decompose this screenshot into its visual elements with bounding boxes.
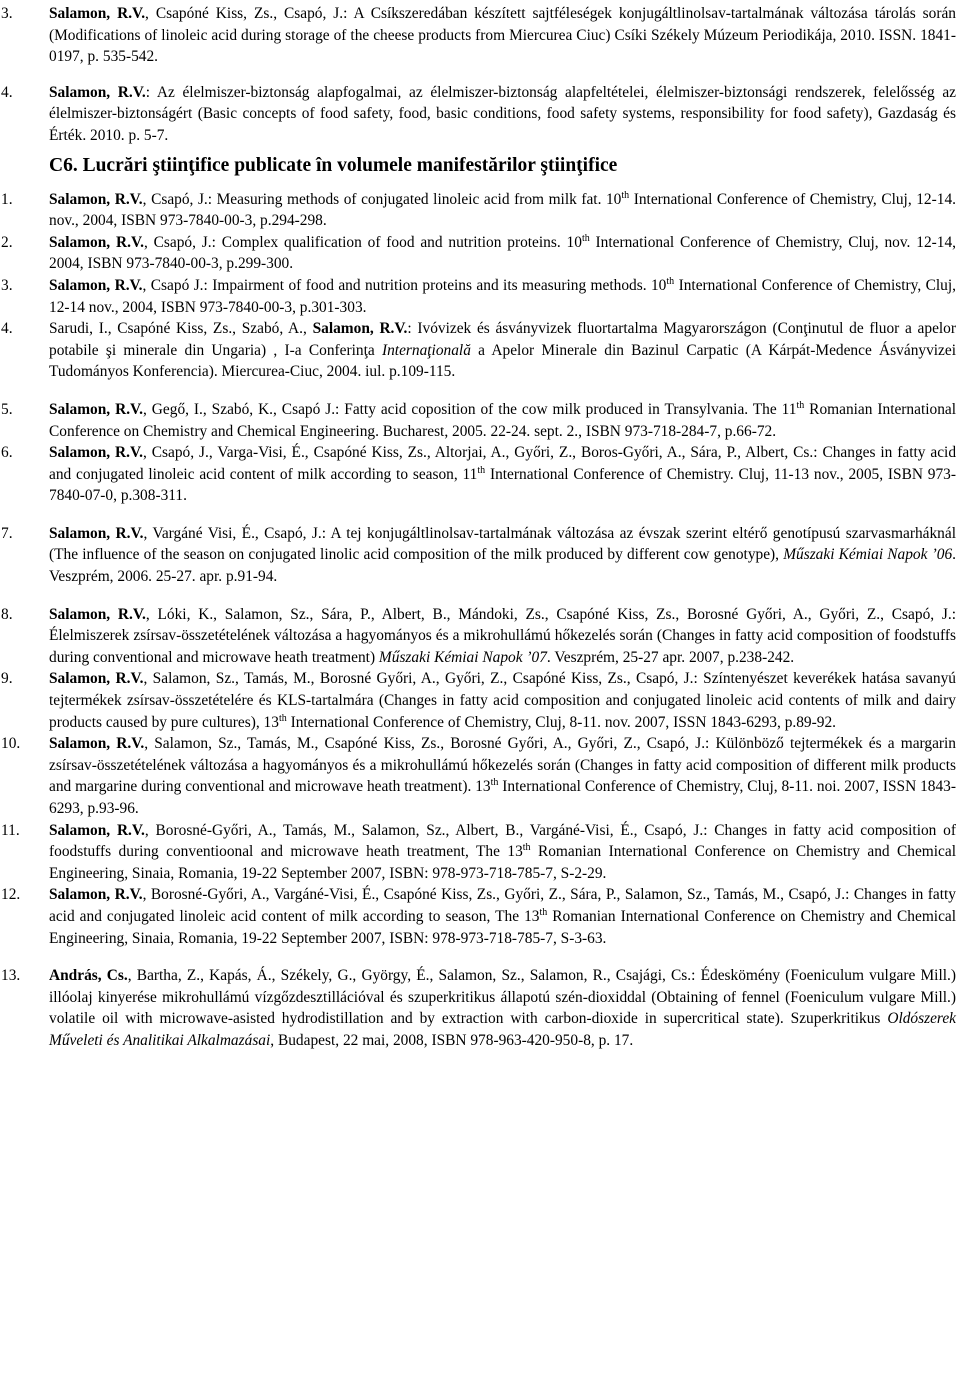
citation-text: International Conference of Chemistry, Cluj, 12-14. nov., 2004, ISBN 973-7840-00-3, p.294-298. (49, 190, 956, 230)
ordinal-superscript: th (522, 842, 531, 854)
citation-text: : Az élelmiszer-biztonság alapfogalmai, az élelmiszer-biztonság alapfeltételei, élelmiszer-biztonsági rendszerek, felelősség az élelmiszer-biztonságért (Basic concepts of food safety, food, basic conditions, food safety systems, responsibility for food safety), Gazdaság és Érték. 2010. p. 5-7. (49, 83, 957, 144)
entry-citation (49, 965, 956, 1051)
italic-title: Műszaki Kémiai Napok ’06 (783, 546, 953, 564)
publication-entry (1, 82, 956, 147)
entry-citation (49, 820, 956, 885)
citation-text: , Salamon, Sz., Tamás, M., Borosné Győri, A., Győri, Z., Csapóné Kiss, Zs., Csapó, J.: Színtenyészet keverékek hatása savanyú tejtermékek zsírsav-összetételére és KLS-tartalmára (Changes in fatty acid composition and conjugated linoleic acid contents of milk and dairy products caused by pure cultures), 13 (49, 670, 957, 731)
author-highlight: Salamon, R.V. (49, 83, 146, 101)
author-highlight: Salamon, R.V. (49, 605, 146, 623)
ordinal-superscript: th (581, 232, 590, 244)
author-highlight: Salamon, R.V. (49, 444, 144, 462)
italic-title: Műszaki Kémiai Napok ’07 (378, 648, 547, 666)
publication-entry (1, 884, 956, 949)
author-highlight: Salamon, R.V. (312, 320, 408, 338)
publication-list-conference-volumes (1, 189, 956, 1052)
author-highlight: Salamon, R.V. (49, 5, 146, 22)
author-highlight: Salamon, R.V. (49, 821, 145, 839)
citation-text: , Csapó, J.: Complex qualification of food and nutrition proteins. 10 (143, 233, 582, 251)
author-highlight: Salamon, R.V. (49, 886, 143, 904)
citation-text: International Conference of Chemistry, Cluj, 12-14 nov., 2004, ISBN 973-7840-00-3, p.301-303. (49, 276, 957, 316)
citation-text: International Conference of Chemistry, Cluj, nov. 12-14, 2004, ISBN 973-7840-00-3, p.299-300. (49, 233, 957, 273)
italic-title: Internaţională (381, 341, 471, 359)
entry-citation (49, 399, 956, 442)
author-highlight: Salamon, R.V. (49, 400, 144, 418)
citation-text: . Veszprém, 2006. 25-27. apr. p.91-94. (49, 546, 957, 586)
entry-citation (49, 668, 956, 733)
entry-citation (49, 884, 956, 949)
entry-citation (49, 318, 956, 383)
entry-number: 13. (1, 967, 21, 985)
entry-number: 1. (1, 190, 13, 208)
entry-citation (49, 3, 956, 68)
entry-number: 5. (1, 400, 13, 418)
publication-entry (1, 965, 956, 1051)
publication-entry (1, 668, 956, 733)
author-highlight: Salamon, R.V. (49, 735, 145, 753)
entry-number: 12. (1, 886, 21, 904)
spacer (1, 68, 956, 82)
citation-text: , Vargáné Visi, É., Csapó, J.: A tej konjugáltlinolsav-tartalmának változása az évszak szerint eltérő genotípusú szarvasmarháknál (The influence of the season on conjugated linolic acid composition of the milk produced by different cow genotype), (49, 524, 956, 564)
ordinal-superscript: th (666, 275, 675, 287)
section-heading: C6. Lucrări ştiinţifice publicate în volumele manifestărilor ştiinţifice (49, 154, 618, 176)
entry-number: 3. (1, 5, 13, 22)
entry-citation (49, 275, 956, 318)
citation-text: Romanian International Conference on Chemistry and Chemical Engineering, Sinaia, Romania, 19-22 September 2007, ISBN: 978-973-718-785-7, S-2-29. (49, 843, 956, 882)
citation-text: International Conference of Chemistry, Cluj, 8-11. noi. 2007, ISSN 1843-6293, p.93-96. (49, 778, 956, 817)
entry-citation (49, 82, 956, 147)
author-highlight: Salamon, R.V. (49, 670, 144, 688)
publication-entry (1, 275, 956, 318)
entry-citation (49, 232, 956, 275)
entry-citation (49, 523, 956, 588)
citation-text: , Csapóné Kiss, Zs., Csapó, J.: A Csíkszeredában készített sajtféleségek konjugáltlinolsav-tartalmának változása tárolás során (Modifications of linoleic acid during storage of the cheese products from Miercurea Ciuc) Csíki Székely Múzeum Periodikája, 2010. ISSN. 1841-0197, p. 535-542. (49, 5, 957, 66)
entry-number: 11. (1, 821, 20, 839)
entry-number: 7. (1, 524, 13, 542)
entry-number: 6. (1, 444, 13, 462)
entry-number: 3. (1, 276, 13, 294)
author-highlight: András, Cs. (49, 967, 128, 985)
publication-list-journals (1, 3, 956, 147)
citation-text: , Bartha, Z., Kapás, Á., Székely, G., György, É., Salamon, Sz., Salamon, R., Csajági, Cs.: Édeskömény (Foeniculum vulgare Mill.) illóolaj kinyerése mikrohullámú vízgőzdesztillációval és szuperkritikus állapotú szén-dioxiddal (Obtaining of fennel (Foeniculum vulgare Mill.) volatile oil with microwave-asisted hydrodistillation and by extraction with carbon-dioxide in supercritical state). Szuperkritikus (49, 967, 956, 1028)
citation-text: , Csapó, J.: Measuring methods of conjugated linoleic acid from milk fat. 10 (142, 190, 622, 208)
author-highlight: Salamon, R.V. (49, 524, 144, 542)
citation-text: a Apelor Minerale din Bazinul Carpatic (A Kárpát-Medence Ásványvizei Tudományos Konferencia). Miercurea-Ciuc, 2004. iul. p.109-115. (49, 341, 956, 381)
citation-text: , Gegő, I., Szabó, K., Csapó J.: Fatty acid coposition of the cow milk produced in Transylvania. The 11 (143, 400, 797, 418)
entry-citation (49, 733, 956, 819)
publication-entry (1, 523, 956, 588)
spacer (1, 949, 956, 965)
spacer (1, 507, 956, 523)
citation-text: , Salamon, Sz., Tamás, M., Csapóné Kiss, Zs., Borosné Győri, A., Győri, Z., Csapó, J.: Különböző tejtermékek és a margarin zsírsav-összetételének változása a hagyományos és a mikrohullámú hőkezelés során (Changes in fatty acid composition of different milk products and margarine during conventional and microwave heath treatment). 13 (49, 735, 956, 796)
citation-text: . Veszprém, 25-27 apr. 2007, p.238-242. (546, 648, 795, 666)
entry-number: 8. (1, 605, 13, 623)
publication-entry (1, 189, 956, 232)
publication-entry (1, 442, 956, 507)
citation-text: , Borosné-Győri, A., Tamás, M., Salamon, Sz., Albert, B., Vargáné-Visi, É., Csapó, J.: Changes in fatty acid composition of foodstuffs during conventioonal and microwave heath treatment, The 13 (49, 821, 956, 861)
publication-entry (1, 399, 956, 442)
citation-text: , Budapest, 22 mai, 2008, ISBN 978-963-420-950-8, p. 17. (270, 1031, 634, 1049)
entry-number: 2. (1, 233, 13, 251)
entry-number: 4. (1, 83, 13, 101)
entry-number: 10. (1, 735, 21, 753)
citation-text: Romanian International Conference on Chemistry and Chemical Engineering. Bucharest, 2005. 22-24. sept. 2., ISBN 973-718-284-7, p.66-72. (49, 400, 957, 440)
publication-entry (1, 318, 956, 383)
ordinal-superscript: th (278, 712, 287, 724)
entry-citation (49, 604, 956, 669)
entry-number: 9. (1, 670, 13, 688)
ordinal-superscript: th (796, 399, 805, 411)
author-highlight: Salamon, R.V. (49, 190, 143, 208)
author-highlight: Salamon, R.V. (49, 233, 144, 251)
citation-text: International Conference of Chemistry. Cluj, 11-13 nov., 2005, ISBN 973-7840-07-0, p.308-311. (49, 465, 956, 505)
citation-text: International Conference of Chemistry, Cluj, 8-11. nov. 2007, ISSN 1843-6293, p.89-92. (286, 713, 836, 731)
publication-entry (1, 604, 956, 669)
citation-text: : Ivóvizek és ásványvizek fluortartalma Magyarországon (Conţinutul de fluor a apelor potabile şi minerale din Ungaria) , I-a Conferinţa (49, 320, 956, 359)
citation-text: , Csapó J.: Impairment of food and nutrition proteins and its measuring methods. 10 (142, 276, 667, 294)
publication-entry (1, 232, 956, 275)
ordinal-superscript: th (539, 906, 548, 918)
citation-text: , Borosné-Győri, A., Vargáné-Visi, É., Csapóné Kiss, Zs., Győri, Z., Sára, P., Salamon, Sz., Tamás, M., Csapó, J.: Changes in fatty acid and conjugated linoleic acid content of milk according to season, The 13 (49, 886, 957, 925)
ordinal-superscript: th (477, 464, 486, 476)
citation-text: , Csapó, J., Varga-Visi, É., Csapóné Kiss, Zs., Altorjai, A., Győri, Z., Boros-Győri, A., Sára, P., Albert, Cs.: Changes in fatty acid and conjugated linoleic acid content of milk according to season, 11 (49, 444, 957, 483)
italic-title: Oldószerek Műveleti és Analitikai Alkalmazásai (49, 1010, 956, 1049)
entry-number: 4. (1, 320, 13, 338)
entry-citation (49, 189, 956, 232)
spacer (1, 383, 956, 399)
publication-entry (1, 733, 956, 819)
entry-citation (49, 442, 956, 507)
ordinal-superscript: th (490, 777, 499, 789)
author-highlight: Salamon, R.V. (49, 276, 143, 294)
publication-entry (1, 3, 956, 68)
citation-text: Romanian International Conference on Chemistry and Chemical Engineering, Sinaia, Romania, 19-22 September 2007, ISBN: 978-973-718-785-7, S-3-63. (49, 907, 957, 947)
citation-text: , Lóki, K., Salamon, Sz., Sára, P., Albert, B., Mándoki, Zs., Csapóné Kiss, Zs., Borosné Győri, A., Győri, Z., Csapó, J.: Élelmiszerek zsírsav-összetételének változása a hagyományos és a mikrohullámú hőkezelés során (Changes in fatty acid composition of foodstuffs during conventional and microwave heath treatment) (49, 605, 957, 666)
citation-text: Sarudi, I., Csapóné Kiss, Zs., Szabó, A., (49, 320, 313, 338)
publication-entry (1, 820, 956, 885)
spacer (1, 588, 956, 604)
ordinal-superscript: th (621, 189, 630, 201)
